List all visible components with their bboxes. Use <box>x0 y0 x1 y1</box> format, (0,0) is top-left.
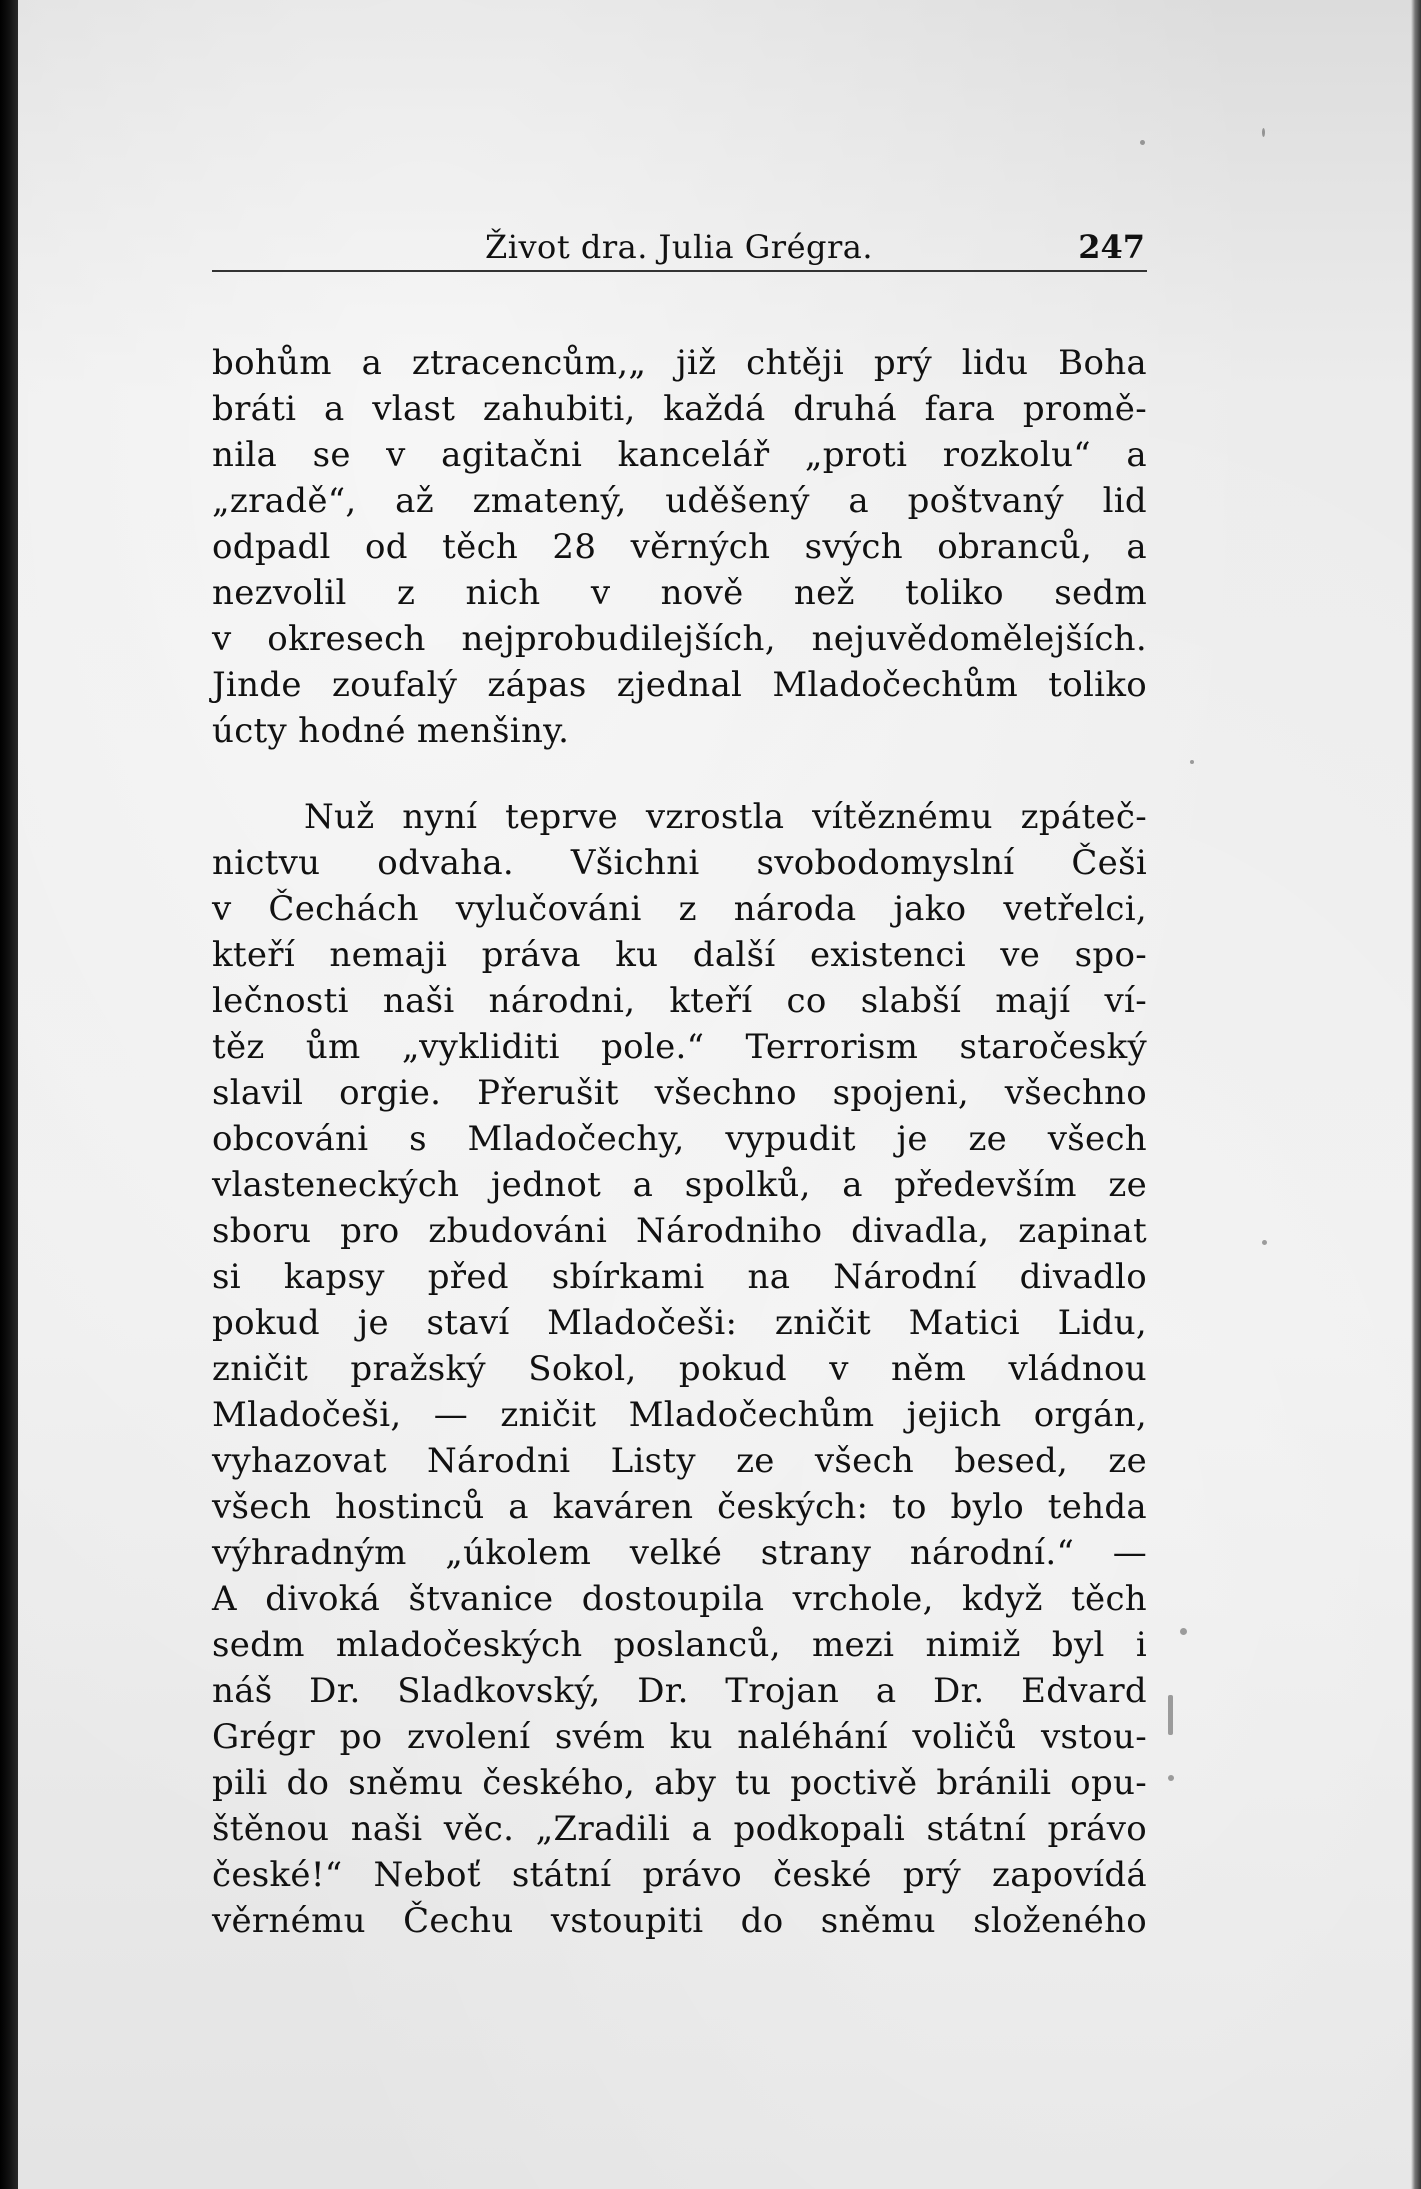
text-line: obcováni s Mladočechy, vypudit je ze všech <box>212 1119 1147 1159</box>
text-line: pokud je staví Mladočeši: zničit Matici Lidu, <box>212 1303 1147 1343</box>
text-line: Mladočeši, — zničit Mladočechům jejich orgán, <box>212 1395 1147 1435</box>
text-line: kteří nemaji práva ku další existenci ve spo- <box>212 935 1147 975</box>
page-shadow-left <box>0 0 18 2189</box>
text-line: bráti a vlast zahubiti, každá druhá fara promě- <box>212 389 1147 429</box>
body-text <box>212 340 1147 1944</box>
text-line: všech hostinců a kaváren českých: to bylo tehda <box>212 1487 1147 1527</box>
page-number: 247 <box>1078 228 1145 266</box>
text-line: v okresech nejprobudilejších, nejuvědomělejších. <box>212 619 1147 659</box>
text-line: si kapsy před sbírkami na Národní divadlo <box>212 1257 1147 1297</box>
text-line: výhradným „úkolem velké strany národní.“ — <box>212 1533 1147 1573</box>
text-line: těz ům „vykliditi pole.“ Terrorism staročeský <box>212 1027 1147 1067</box>
header-rule <box>212 270 1147 272</box>
text-line: „zradě“, až zmatený, uděšený a poštvaný lid <box>212 481 1147 521</box>
paper-speck <box>1262 128 1265 137</box>
text-line: české!“ Neboť státní právo české prý zapovídá <box>212 1855 1147 1895</box>
paragraph <box>212 794 1147 1944</box>
paper-speck <box>1168 1775 1174 1781</box>
page-shadow-right <box>1411 0 1421 2189</box>
paper-mark <box>1168 1695 1173 1735</box>
text-line: úcty hodné menšiny. <box>212 711 570 751</box>
running-head-title: Život dra. Julia Grégra. <box>485 228 874 266</box>
text-line: A divoká štvanice dostoupila vrchole, když těch <box>212 1579 1147 1619</box>
paper-speck <box>1190 760 1194 764</box>
paper-speck <box>1140 140 1145 145</box>
paragraph <box>212 340 1147 754</box>
text-line: Grégr po zvolení svém ku naléhání voličů vstou- <box>212 1717 1147 1757</box>
text-line: zničit pražský Sokol, pokud v něm vládnou <box>212 1349 1147 1389</box>
text-line: vlasteneckých jednot a spolků, a především ze <box>212 1165 1147 1205</box>
paper-speck <box>1262 1240 1267 1245</box>
text-line: lečnosti naši národni, kteří co slabší mají ví- <box>212 981 1147 1021</box>
text-line: sboru pro zbudováni Národniho divadla, zapinat <box>212 1211 1147 1251</box>
text-line: nictvu odvaha. Všichni svobodomyslní Češi <box>212 843 1147 883</box>
text-line: odpadl od těch 28 věrných svých obranců, a <box>212 527 1147 567</box>
text-line: bohům a ztracencům,„ již chtěji prý lidu Boha <box>212 343 1147 383</box>
text-line: Nuž nyní teprve vzrostla vítěznému zpáteč- <box>304 797 1147 837</box>
text-line: sedm mladočeských poslanců, mezi nimiž byl i <box>212 1625 1147 1665</box>
text-line: náš Dr. Sladkovský, Dr. Trojan a Dr. Edvard <box>212 1671 1147 1711</box>
text-line: nezvolil z nich v nově než toliko sedm <box>212 573 1147 613</box>
paragraph-gap <box>212 754 1147 794</box>
text-line: věrnému Čechu vstoupiti do sněmu složeného <box>212 1901 1147 1941</box>
running-head <box>212 222 1147 272</box>
text-line: nila se v agitačni kancelář „proti rozkolu“ a <box>212 435 1147 475</box>
text-line: štěnou naši věc. „Zradili a podkopali státní právo <box>212 1809 1147 1849</box>
paper-speck <box>1180 1628 1187 1635</box>
text-line: slavil orgie. Přerušit všechno spojeni, všechno <box>212 1073 1147 1113</box>
text-line: vyhazovat Národni Listy ze všech besed, ze <box>212 1441 1147 1481</box>
text-line: Jinde zoufalý zápas zjednal Mladočechům toliko <box>212 665 1147 705</box>
text-line: pili do sněmu českého, aby tu poctivě bránili opu- <box>212 1763 1147 1803</box>
text-line: v Čechách vylučováni z národa jako vetřelci, <box>212 889 1147 929</box>
